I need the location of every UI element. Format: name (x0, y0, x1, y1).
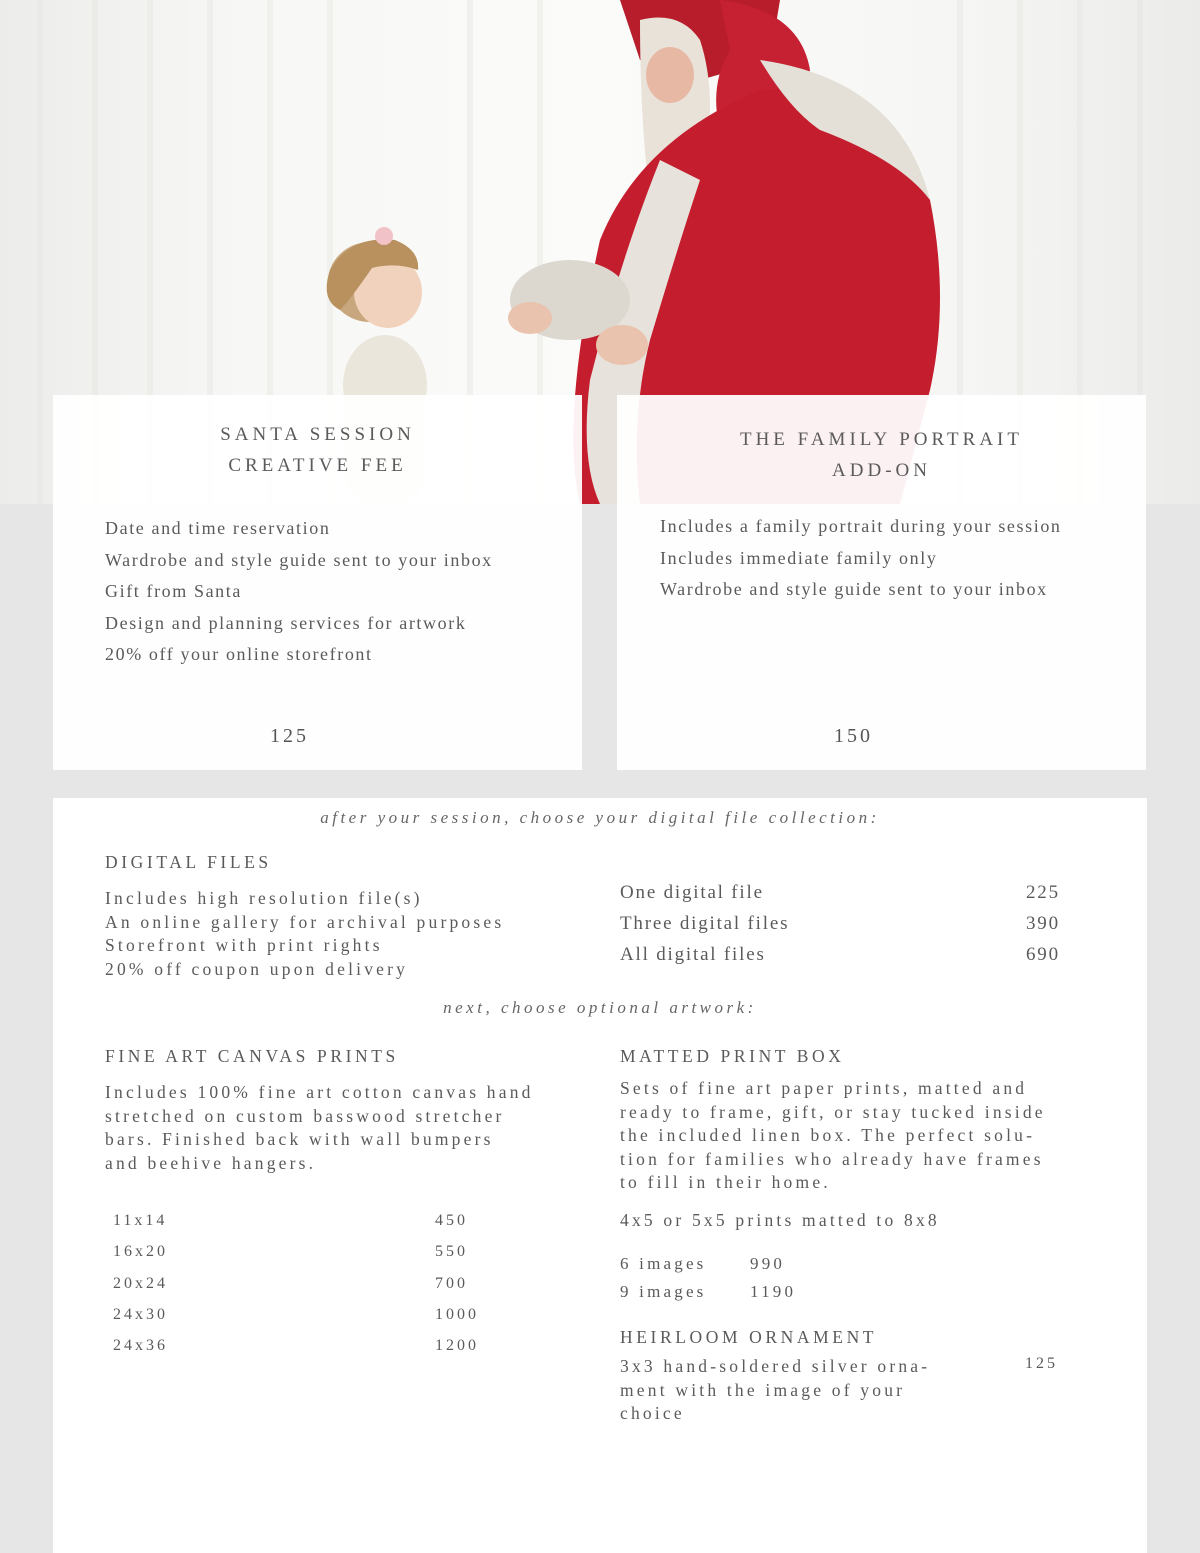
size-label: 20x24 (113, 1275, 168, 1292)
description-line: choice (620, 1403, 685, 1423)
description-line: to fill in their home. (620, 1172, 831, 1192)
size-price: 700 (435, 1275, 468, 1292)
digital-files-heading: DIGITAL FILES (105, 852, 272, 872)
size-label: 11x14 (113, 1212, 168, 1229)
option-price: 1190 (750, 1282, 797, 1301)
canvas-description (105, 1081, 534, 1175)
feature-item: Gift from Santa (105, 581, 242, 601)
feature-item: 20% off your online storefront (105, 644, 373, 664)
feature-item: Wardrobe and style guide sent to your inbox (660, 579, 1048, 599)
feature-item: Includes immediate family only (660, 547, 938, 568)
feature-item: Design and planning services for artwork (105, 612, 467, 633)
description-line: Includes 100% fine art cotton canvas hand (105, 1082, 534, 1102)
collection-panel (53, 798, 1147, 1553)
feature-list (660, 511, 1062, 606)
size-price: 550 (435, 1243, 468, 1260)
option-price: 990 (750, 1254, 786, 1273)
option-label: Three digital files (620, 913, 790, 934)
description-line: bars. Finished back with wall bumpers (105, 1129, 494, 1149)
digital-intro: after your session, choose your digital file collection: (320, 808, 880, 827)
size-price: 1000 (435, 1306, 479, 1323)
card-title-line: ADD-ON (832, 460, 931, 481)
feature-item: Wardrobe and style guide sent to your inbox (105, 549, 493, 570)
option-label: One digital file (620, 882, 764, 903)
feature-list (105, 513, 493, 671)
card-title-line: CREATIVE FEE (228, 455, 407, 476)
digital-feature: Storefront with print rights (105, 935, 383, 955)
description-line: ment with the image of your (620, 1379, 906, 1400)
card-title-line: SANTA SESSION (220, 424, 415, 445)
feature-item: Includes a family portrait during your session (660, 516, 1062, 536)
card-title (53, 419, 582, 481)
digital-feature: An online gallery for archival purposes (105, 911, 505, 932)
matted-note: 4x5 or 5x5 prints matted to 8x8 (620, 1210, 940, 1230)
feature-item: Date and time reservation (105, 518, 331, 538)
size-label: 24x36 (113, 1337, 168, 1354)
description-line: 3x3 hand-soldered silver orna- (620, 1356, 931, 1376)
option-price: 225 (1026, 882, 1060, 903)
family-portrait-card (617, 395, 1146, 770)
description-line: stretched on custom basswood stretcher (105, 1105, 505, 1126)
ornament-heading: HEIRLOOM ORNAMENT (620, 1327, 878, 1347)
digital-feature: Includes high resolution file(s) (105, 888, 423, 908)
description-line: the included linen box. The perfect solu- (620, 1125, 1036, 1145)
option-price: 690 (1026, 944, 1060, 965)
option-price: 390 (1026, 913, 1060, 934)
description-line: Sets of fine art paper prints, matted and (620, 1078, 1028, 1098)
ornament-description (620, 1355, 930, 1426)
santa-session-card (53, 395, 582, 770)
ornament-price-value: 125 (1025, 1355, 1058, 1372)
size-label: 24x30 (113, 1306, 168, 1323)
description-line: and beehive hangers. (105, 1152, 317, 1173)
canvas-heading: FINE ART CANVAS PRINTS (105, 1046, 399, 1066)
card-price: 150 (834, 725, 873, 747)
description-line: tion for families who already have frames (620, 1148, 1044, 1169)
option-label: 9 images (620, 1282, 707, 1301)
description-line: ready to frame, gift, or stay tucked inside (620, 1101, 1046, 1122)
card-title-line: THE FAMILY PORTRAIT (739, 429, 1023, 450)
size-label: 16x20 (113, 1243, 168, 1260)
size-price: 1200 (435, 1337, 479, 1354)
option-label: All digital files (620, 944, 766, 965)
card-price: 125 (270, 725, 309, 747)
size-price: 450 (435, 1212, 468, 1229)
digital-feature: 20% off coupon upon delivery (105, 958, 409, 979)
matted-heading: MATTED PRINT BOX (620, 1046, 845, 1066)
card-title (617, 424, 1146, 486)
option-label: 6 images (620, 1254, 707, 1273)
digital-features (105, 887, 504, 981)
artwork-intro: next, choose optional artwork: (443, 998, 757, 1017)
matted-description (620, 1077, 1046, 1195)
